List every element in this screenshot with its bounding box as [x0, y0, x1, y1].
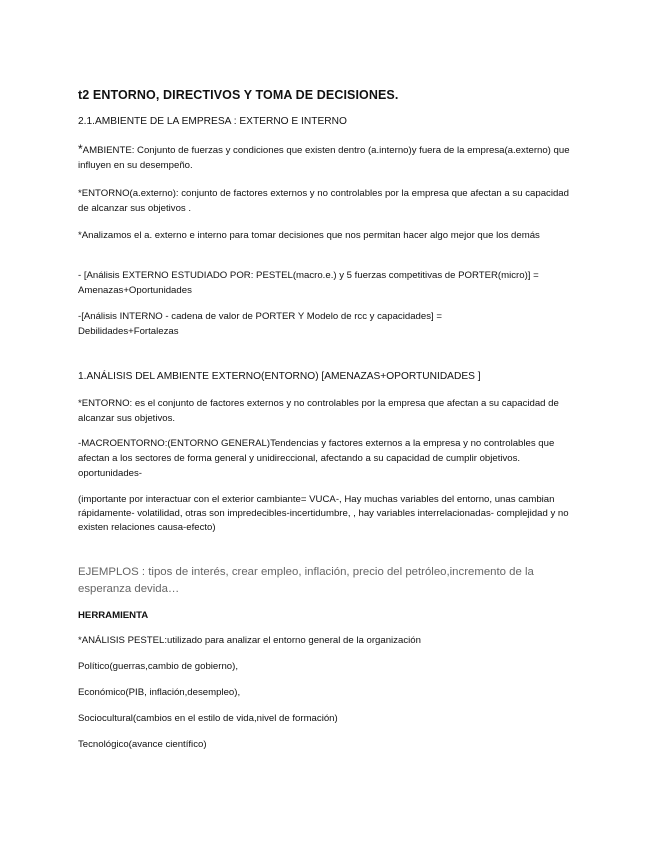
analisis-externo-line-1: - [Análisis EXTERNO ESTUDIADO POR: PESTEL(macro.e.) y 5 fuerzas competitivas de PORTER(micro)] = — [78, 270, 539, 281]
section-1-heading: 1.ANÁLISIS DEL AMBIENTE EXTERNO(ENTORNO) [AMENAZAS+OPORTUNIDADES ] — [78, 371, 481, 382]
analizamos-paragraph: *Analizamos el a. externo e interno para tomar decisiones que nos permitan hacer algo mejor que los demás — [78, 230, 540, 241]
entorno-definition-paragraph: *ENTORNO: es el conjunto de factores externos y no controlables por la empresa que afectan a su capacidad de alcanzar sus objetivos. — [78, 398, 559, 424]
analisis-externo-paragraph — [78, 268, 578, 298]
ambiente-text: AMBIENTE: Conjunto de fuerzas y condiciones que existen dentro (a.interno)y fuera de la empresa(a.externo) que influyen en su desempeño. — [78, 145, 570, 171]
analisis-interno-line-1: -[Análisis INTERNO - cadena de valor de PORTER Y Modelo de rcc y capacidades] = — [78, 311, 442, 322]
entorno-externo-paragraph: *ENTORNO(a.externo): conjunto de factores externos y no controlables por la empresa que afectan a su capacidad de alcanzar sus objetivos . — [78, 188, 569, 214]
ejemplos-paragraph: EJEMPLOS : tipos de interés, crear empleo, inflación, precio del petróleo,incremento de la esperanza devida… — [78, 566, 534, 595]
document-title: t2 ENTORNO, DIRECTIVOS Y TOMA DE DECISIONES. — [78, 88, 399, 102]
macroentorno-paragraph: -MACROENTORNO:(ENTORNO GENERAL)Tendencias y factores externos a la empresa y no controlables que afectan a los sectores de forma general y unidireccional, afectando a su capacidad de cumplir objetivos. oportunidades- — [78, 438, 555, 479]
ambiente-asterisk: * — [78, 142, 83, 156]
pestel-item-politico: Político(guerras,cambio de gobierno), — [78, 661, 238, 672]
analisis-interno-paragraph — [78, 309, 578, 339]
pestel-paragraph: *ANÁLISIS PESTEL:utilizado para analizar el entorno general de la organización — [78, 635, 421, 646]
analisis-externo-line-2: Amenazas+Oportunidades — [78, 285, 192, 296]
pestel-item-tecnologico: Tecnológico(avance científico) — [78, 739, 207, 750]
ambiente-paragraph — [78, 142, 578, 173]
herramienta-heading: HERRAMIENTA — [78, 610, 149, 621]
importante-paragraph: (importante por interactuar con el exterior cambiante= VUCA-, Hay muchas variables del entorno, unas cambian rápidamente- volatilidad, otras son impredecibles-incertidumbre, , hay variables interrelacionadas- complejidad y no existen relaciones causa-efecto) — [78, 494, 569, 533]
pestel-item-economico: Económico(PIB, inflación,desempleo), — [78, 687, 241, 698]
section-2-1-heading: 2.1.AMBIENTE DE LA EMPRESA : EXTERNO E INTERNO — [78, 116, 347, 127]
pestel-item-sociocultural: Sociocultural(cambios en el estilo de vida,nivel de formación) — [78, 713, 338, 724]
analisis-interno-line-2: Debilidades+Fortalezas — [78, 326, 179, 337]
